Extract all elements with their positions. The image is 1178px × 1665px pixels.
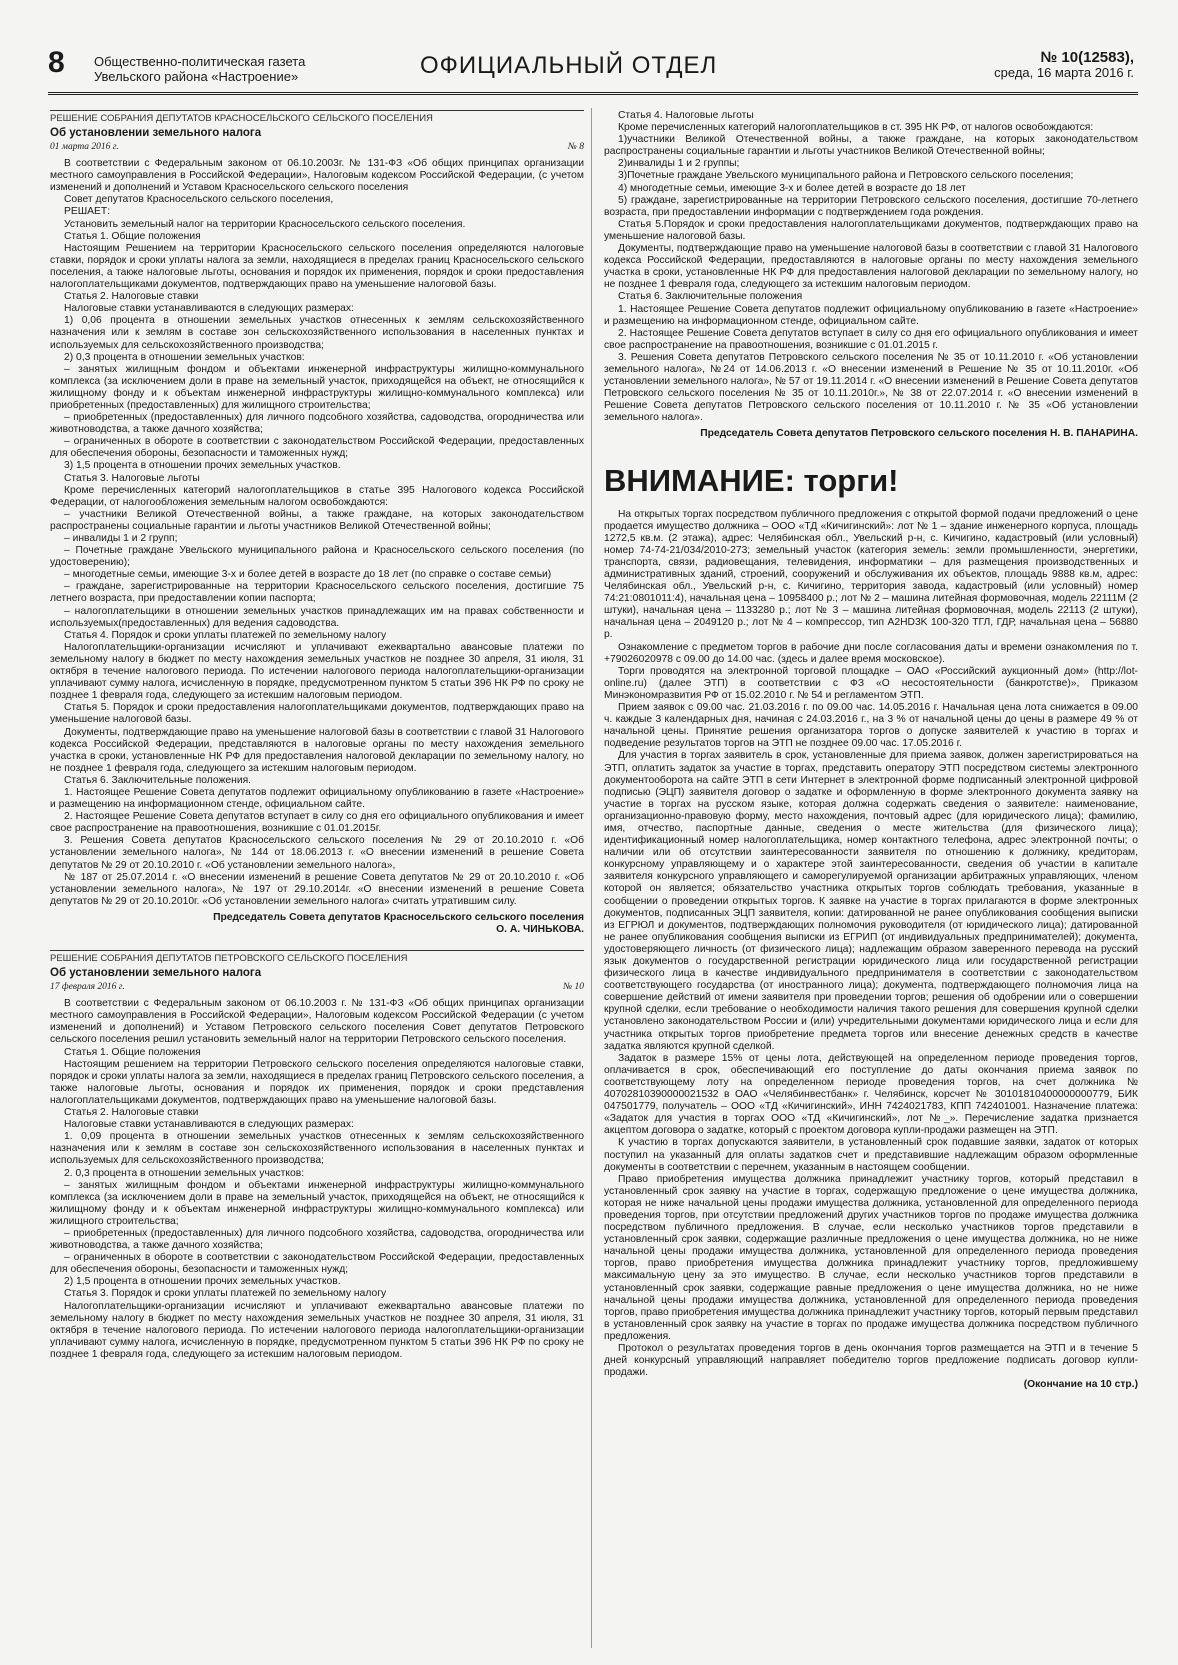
paragraph: 1. 0,09 процента в отношении земельных участков отнесенных к землям сельскохозяйственного назначения или к землям в составе зон сельскохозяйственного использования в населенных пунктах и используемых для сельскохозяйственного производства; xyxy=(50,1131,584,1167)
paragraph: – многодетные семьи, имеющие 3-х и более детей в возрасте до 18 лет (по справке о составе семьи) xyxy=(64,569,552,581)
paragraph: К участию в торгах допускаются заявители, в установленный срок подавшие заявки, задаток от которых поступил на указанный для оплаты задатков счет и представившие надлежащим образом оформленные документы в соответствии с перечнем, указанным в настоящем сообщении. xyxy=(604,1137,1138,1173)
paragraph: Установить земельный налог на территории Красносельского сельского поселения. xyxy=(64,218,466,230)
paragraph: Протокол о результатах проведения торгов в день окончания торгов размещается на ЭТП и в течение 5 дней конкурсный управляющий направляет победителю торгов предложение подписать договор купли-продажи. xyxy=(604,1343,1138,1379)
paragraph: – приобретенных (предоставленных) для личного подсобного хозяйства, садоводства, огородничества или животноводства, а также дачного хозяйства; xyxy=(50,412,584,436)
right-column xyxy=(604,110,1138,1655)
paragraph: 2. 0,3 процента в отношении земельных участков: xyxy=(64,1167,305,1179)
article-meta xyxy=(50,982,584,992)
masthead xyxy=(48,46,1138,95)
article-meta xyxy=(50,142,584,152)
paragraph: 1. Настоящее Решение Совета депутатов подлежит официальному опубликованию в газете «Настроение» и размещению на информационном стенде, официальном сайте. xyxy=(50,786,584,811)
paragraph: Право приобретения имущества должника принадлежит участнику торгов, который представил в установленный срок заявку на участие в торгах, содержащую предложение о цене имущества должника, которая не ниже начальной цены продажи имущества должника, установленной для определенного периода проведения торгов, при отсутствии предложений других участников торгов по продаже имущества должника посредством публичного предложения. В случае, если несколько участников торгов представили в установленный срок заявки, содержащие различные предложения о цене имущества должника, но не ниже начальной цены продажи имущества должника, установленной для определенного периода проведения торгов, право приобретения имущества должника принадлежит участнику торгов, предложившему максимальную цену за это имущество. В случае, если несколько участников торгов представили в установленный срок заявки, содержащие равные предложения о цене имущества должника, но не ниже начальной цены продажи имущества должника, установленной для определенного периода проведения торгов, право приобретения имущества должника принадлежит участнику торгов, который первым представил в установленный срок заявку на участие в торгах по продаже имущества должника посредством публичного предложения. xyxy=(604,1173,1138,1342)
paragraph: Статья 3. Порядок и сроки уплаты платежей по земельному налогу xyxy=(64,1288,387,1300)
paragraph: Кроме перечисленных категорий налогоплательщиков в ст. 395 НК РФ, от налогов освобождаются: xyxy=(618,122,1094,134)
signature: Председатель Совета депутатов Красносельского сельского поселения О. А. ЧИНЬКОВА. xyxy=(213,911,584,935)
article-source: РЕШЕНИЕ СОБРАНИЯ ДЕПУТАТОВ КРАСНОСЕЛЬСКОГО СЕЛЬСКОГО ПОСЕЛЕНИЯ xyxy=(50,110,584,125)
paragraph: 1)участники Великой Отечественной войны, а также граждане, на которых законодательством распространены социальные гарантии и льготы участников Великой Отечественной войны; xyxy=(604,134,1138,158)
paragraph: – налогоплательщики в отношении земельных участков принадлежащих им на правах собственности и используемых(предоставленных) для ведения садоводства. xyxy=(50,605,584,629)
paragraph: 2. Настоящее Решение Совета депутатов вступает в силу со дня его официального опубликования и имеет свое распространение на правоотношения, возникшие с 01.01.2015г. xyxy=(50,811,584,835)
paragraph: – ограниченных в обороте в соответствии с законодательством Российской Федерации, предоставленных для обеспечения обороны, безопасности и таможенных нужд; xyxy=(50,1252,584,1276)
issue-info xyxy=(994,50,1134,80)
paragraph: – занятых жилищным фондом и объектами инженерной инфраструктуры жилищно-коммунального комплекса (за исключением доли в праве на земельный участок, приходящейся на объект, не относящийся к жилищному фонду и к объектам инженерной инфраструктуры жилищно-коммунального комплекса) или жилищного строительства; xyxy=(50,1179,584,1227)
paragraph: Совет депутатов Красносельского сельского поселения, xyxy=(64,194,334,206)
paragraph: – граждане, зарегистрированные на территории Красносельского сельского поселения, достигшие 75 летнего возраста, при предоставлении копии паспорта; xyxy=(50,581,584,605)
paragraph: Налоговые ставки устанавливаются в следующих размерах: xyxy=(64,303,354,315)
article-date: 17 февраля 2016 г. xyxy=(50,982,125,993)
paragraph: Настоящим Решением на территории Красносельского сельского поселения определяются налоговые ставки, порядок и сроки уплаты налога за земли, находящиеся в пределах границ Красносельского сельского поселения, а также налоговые льготы, основания и порядок их применения, порядок и сроки предоставления налогоплательщиками документов, подтверждающих право на уменьшение налоговой базы. xyxy=(50,242,584,291)
paragraph: Прием заявок с 09.00 час. 21.03.2016 г. по 09.00 час. 14.05.2016 г. Начальная цена лота снижается в 09.00 ч. каждые 3 календарных дня, начиная с 24.03.2016 г., на 3 % от начальной цены до цены в размере 49 % от начальной цены. Принятие решения организатора торгов о допуске заявителей к участию в торгах и подведение результатов торгов на ЭТП не позднее 09.00 час. 17.05.2016 г. xyxy=(604,702,1138,750)
paragraph: Статья 2. Налоговые ставки xyxy=(64,291,199,303)
article-body xyxy=(50,158,584,908)
paragraph: 1. Настоящее Решение Совета депутатов подлежит официальному опубликованию в газете «Настроение» и размещению на информационном стенде, официальном сайте. xyxy=(604,303,1138,327)
article-number: № 10 xyxy=(563,982,584,993)
article-continuation xyxy=(604,110,1138,424)
signature: Председатель Совета депутатов Петровского сельского поселения Н. В. ПАНАРИНА. xyxy=(700,428,1138,440)
paragraph: РЕШАЕТ: xyxy=(64,206,111,218)
paragraph: Кроме перечисленных категорий налогоплательщиков в статье 395 Налогового кодекса Российской Федерации, от налогообложения земельным налогом освобождаются: xyxy=(50,484,584,508)
paragraph: Документы, подтверждающие право на уменьшение налоговой базы в соответствии с главой 31 Налогового кодекса Российской Федерации, представляются в налоговые органы по месту нахождения земельного участка в сроки, установленные НК РФ для предоставления налоговой декларации по земельному налогу, но не позднее 1 февраля года, следующего за истекшим налоговым периодом. xyxy=(50,726,584,774)
article-number: № 8 xyxy=(567,142,584,153)
article-title: Об установлении земельного налога xyxy=(50,127,262,140)
paragraph: 2) 0,3 процента в отношении земельных участков: xyxy=(64,351,305,363)
left-column xyxy=(50,110,584,1645)
paragraph: 3. Решения Совета депутатов Петровского сельского поселения № 35 от 10.11.2010 г. «Об установлении земельного налога», №24 от 14.06.2013 г. «О внесении изменений в Решение № 35 от 10.11.2010г. «Об установлении земельного налога», № 57 от 19.11.2014 г. «О внесении изменений в Решение Совета депутатов Петровского сельского поселения № 35 от 10.11.2010г.», № 38 от 22.07.2014 г. «О внесении изменений в Решение Совета депутатов Петровского сельского поселения от 10.11.2010 г. № 35 «Об установлении земельного налога». xyxy=(604,351,1138,424)
paragraph: 3) 1,5 процента в отношении прочих земельных участков. xyxy=(64,460,341,472)
article-title: Об установлении земельного налога xyxy=(50,967,262,980)
paragraph: Статья 1. Общие положения xyxy=(64,1046,201,1058)
page-number: 8 xyxy=(48,46,65,79)
issue-number: № 10(12583), xyxy=(1040,49,1134,66)
paragraph: 5) граждане, зарегистрированные на территории Петровского сельского поселения, достигшие 70-летнего возраста, при предоставлении информации с подтверждением года рождения. xyxy=(604,194,1138,218)
paragraph: Налоговые ставки устанавливаются в следующих размерах: xyxy=(64,1119,354,1131)
paragraph: В соответствии с Федеральным законом от 06.10.2003г. № 131-ФЗ «Об общих принципах организации местного самоуправления в Российской Федерации», Налоговым кодексом Российской Федерации, (с учетом изменений и дополнений и Уставом Красносельского сельского поселения xyxy=(50,158,584,194)
paragraph: – участники Великой Отечественной войны, а также граждане, на которых законодательством распространены социальные гарантии и льготы участников Великой Отечественной войны; xyxy=(50,508,584,532)
paragraph: Статья 6. Заключительные положения xyxy=(618,291,803,303)
auction-headline: ВНИМАНИЕ: торги! xyxy=(604,462,899,498)
department-title: ОФИЦИАЛЬНЫЙ ОТДЕЛ xyxy=(420,52,718,79)
paragraph: 1) 0,06 процента в отношении земельных участков отнесенных к землям сельскохозяйственного назначения или к землям в составе зон сельскохозяйственного использования в населенных пунктах и используемых для сельскохозяйственного производства; xyxy=(50,315,584,351)
paragraph: Статья 4. Налоговые льготы xyxy=(618,110,754,121)
issue-date: среда, 16 марта 2016 г. xyxy=(994,65,1134,80)
paragraph: Торги проводятся на электронной торговой площадке – ОАО «Российский аукционный дом» (http://lot-online.ru) (далее ЭТП) в соответствии с ФЗ «О несостоятельности (банкротстве)», Приказом Минэкономразвития РФ от 15.02.2010 г. № 54 и регламентом ЭТП. xyxy=(604,665,1138,701)
column-divider xyxy=(591,108,592,1648)
paragraph: Налогоплательщики-организации исчисляют и уплачивают ежеквартально авансовые платежи по земельному налогу в бюджет по месту нахождения земельных участков не позднее 30 апреля, 31 июля, 31 октября в течение налогового периода. По истечении налогового периода налогоплательщики-организации уплачивают сумму налога, исчисленную в порядке, предусмотренном пунктом 5 статьи 396 НК РФ по сроку не позднее 1 февраля года, следующего за истекшим налоговым периодом. xyxy=(50,1300,584,1360)
paragraph: На открытых торгах посредством публичного предложения с открытой формой подачи предложений о цене продается имущество должника – ООО «ТД «Кичигинский»: лот № 1 – здание инженерного корпуса, площадь 1272,5 кв.м. (2 этажа), адрес: Челябинская обл., Увельский р-н, с. Кичигино, кадастровый (или условный) номер 74-74-21/034/2010-273; земельный участок (категория земель: земли промышленности, энергетики, транспорта, связи, радиовещания, телевидения, информатики – для размещения производственных и административных зданий, строений, сооружений и обслуживания их объектов, площадь 9888 кв.м, адрес: Челябинская обл., Увельский р-н, с. Кичигино, территория завода, кадастровый (или условный) номер 74:21:0801011:4), начальная цена – 10958400 р.; лот № 2 – машина литейная формовочная, модель 22111М (2 штуки), начальная цена – 1133280 р.; лот № 3 – машина литейная формовочная, модель 22113 (2 штуки), начальная цена – 2049120 р.; лот № 4 – компрессор, тип A2HD3K 100-320 ТГЛ, ГДР, начальная цена – 56880 р. xyxy=(604,508,1138,641)
paragraph: Статья 3. Налоговые льготы xyxy=(64,472,200,484)
paragraph: 3)Почетные граждане Увельского муниципального района и Петровского сельского поселения; xyxy=(618,170,1074,182)
article-source: РЕШЕНИЕ СОБРАНИЯ ДЕПУТАТОВ ПЕТРОВСКОГО СЕЛЬСКОГО ПОСЕЛЕНИЯ xyxy=(50,950,584,965)
paragraph: 2)инвалиды 1 и 2 группы; xyxy=(618,158,740,170)
auction-body xyxy=(604,509,1138,1380)
paragraph: Налогоплательщики-организации исчисляют и уплачивают ежеквартально авансовые платежи по земельному налогу в бюджет по месту нахождения земельных участков не позднее 30 апреля, 31 июля, 31 октября в течение налогового периода. По истечении налогового периода налогоплательщики-организации уплачивают сумму налога, исчисленную в порядке, предусмотренном пунктом 5 статьи 396 НК РФ по сроку не позднее 1 февраля года, следующего за истекшим налоговым периодом. xyxy=(50,641,584,702)
paragraph: Документы, подтверждающие право на уменьшение налоговой базы в соответствии с главой 31 Налогового кодекса Российской Федерации, предоставляются в налоговые органы по месту нахождения земельного участка в сроки, установленные НК РФ для предоставления налоговой декларации по земельному налогу, но не позднее 1 февраля года, следующего за истекшим налоговым периодом. xyxy=(604,243,1138,291)
paragraph: Настоящим решением на территории Петровского сельского поселения определяются налоговые ставки, порядок и сроки уплаты налога за земли, находящиеся в пределах границ Петровского сельского поселения, а также налоговые льготы, основания и порядок их применения, порядок и сроки представления налогоплательщиками документов, подтверждающих право на уменьшение налоговой базы. xyxy=(50,1058,584,1106)
paragraph: Статья 5. Порядок и сроки предоставления налогоплательщиками документов, подтверждающих право на уменьшение налоговой базы. xyxy=(50,702,584,726)
paragraph: – занятых жилищным фондом и объектами инженерной инфраструктуры жилищно-коммунального комплекса (за исключением доли в праве на земельный участок, приходящейся на объект, не относящийся к жилищному фонду и к объектам инженерной инфраструктуры жилищно-коммунального комплекса) или приобретенных (предоставленных) для жилищного строительства; xyxy=(50,363,584,411)
paragraph: – инвалиды 1 и 2 групп; xyxy=(64,533,178,544)
paragraph: В соответствии с Федеральным законом от 06.10.2003 г. № 131-ФЗ «Об общих принципах организации местного самоуправления в Российской Федерации», Налоговым кодексом Российской Федерации (с учетом изменений и дополнений) и Уставом Петровского сельского поселения Совет депутатов Петровского сельского поселения решил установить земельный налог на территории Петровского сельского поселения. xyxy=(50,998,584,1046)
paragraph: 3. Решения Совета депутатов Красносельского сельского поселения № 29 от 20.10.2010 г. «Об установлении земельного налога», № 144 от 18.06.2013 г. «О внесении изменений в решение Совета депутатов № 29 от 20.10.2010 г. «Об установлении земельного налога», xyxy=(50,835,584,871)
paragraph: Статья 6. Заключительные положения. xyxy=(64,774,252,786)
continued-note: (Окончание на 10 стр.) xyxy=(1023,1379,1138,1391)
article-body xyxy=(50,998,584,1361)
article-date: 01 марта 2016 г. xyxy=(50,142,119,153)
paragraph: 4) многодетные семьи, имеющие 3-х и более детей в возрасте до 18 лет xyxy=(618,182,966,194)
paragraph: Статья 1. Общие положения xyxy=(64,230,201,242)
paragraph: Для участия в торгах заявитель в срок, установленные для приема заявок, должен зарегистрироваться на ЭТП, оплатить задаток за участие в торгах, представить оператору ЭТП посредством системы электронного документооборота на сайте ЭТП в сети Интернет в электронной форме подписанный электронной цифровой подписью (ЭЦП) заявителя договор о задатке и оформленную в форме электронного документа заявку на участие в торгах на русском языке, которая должна содержать сведения о заявителе: наименование, организационно-правовую форму, место нахождения, почтовый адрес (для юридического лица); фамилию, имя, отчество, паспортные данные, сведения о месте жительства (для физического лица); идентификационный номер налогоплательщика, номер контактного телефона, адрес электронной почты; о наличии или об отсутствии заинтересованности заявителя по отношению к должнику, кредиторам, конкурсному управляющему и о характере этой заинтересованности, сведения об участии в капитале заявителя конкурсного управляющего и саморегулируемой организации арбитражных управляющих, членом которой он является; обязательство участника открытых торгов соблюдать требования, указанные в сообщении о проведении открытых торгов. К заявке на участие в торгах прилагаются в форме электронных документов, подписанных ЭЦП заявителя, копии: датированной не ранее опубликования сообщения выписки из ЕГРЮЛ и документов, подтверждающих полномочия руководителя (от юридического лица); датированной не ранее опубликования сообщения выписки из ЕГРИП (от индивидуальных предпринимателей); документа, удостоверяющего личность (от физического лица); надлежащим образом заверенного перевода на русский язык документов о государственной регистрации юридического лица или государственной регистрации физического лица в качестве индивидуального предпринимателя в соответствии с законодательством соответствующего государства (от иностранного лица); документа, подтверждающего полномочия лица на совершение действий от имени заявителя при проведении торгов; решения об одобрении или о совершении крупной сделки, если требование о необходимости наличия такого решения для совершения крупной сделки установлено законодательством России и (или) учредительными документами юридического лица и если для участника открытых торгов приобретение предмета торгов или внесение денежных средств в качестве задатка являются крупной сделкой. xyxy=(604,750,1138,1052)
paragraph: Статья 2. Налоговые ставки xyxy=(64,1107,199,1119)
article-petrovskoe xyxy=(50,950,584,1361)
paragraph: 2. Настоящее Решение Совета депутатов вступает в силу со дня его официального опубликования и имеет свое распространение на правоотношения, возникшие с 01.01.2015 г. xyxy=(604,327,1138,351)
paragraph: 2) 1,5 процента в отношении прочих земельных участков. xyxy=(64,1276,341,1288)
paragraph: № 187 от 25.07.2014 г. «О внесении изменений в решение Совета депутатов № 29 от 20.10.2010 г. «Об установлении земельного налога», № 197 от 29.10.2014г. «О внесении изменений в решение Совета депутатов № 29 от 20.10.2010г. «Об установлении земельного налога» считать утратившим силу. xyxy=(50,871,584,907)
paragraph: – приобретенных (предоставленных) для личного подсобного хозяйства, садоводства, огородничества или животноводства, а также дачного хозяйства; xyxy=(50,1227,584,1252)
paper-name: Общественно-политическая газета Увельского района «Настроение» xyxy=(94,54,306,84)
paragraph: – ограниченных в обороте в соответствии с законодательством Российской Федерации, предоставленных для обеспечения обороны, безопасности и таможенных нужд; xyxy=(50,436,584,460)
paragraph: – Почетные граждане Увельского муниципального района и Красносельского сельского поселения (по удостоверению); xyxy=(50,545,584,569)
paragraph: Ознакомление с предметом торгов в рабочие дни после согласования даты и времени ознакомления по т. +79026020978 с 09.00 до 14.00 час. (здесь и далее время московское). xyxy=(604,641,1138,665)
article-krasnoselskoe xyxy=(50,110,584,936)
paragraph: Статья 5.Порядок и сроки предоставления налогоплательщиками документов, подтверждающих право на уменьшение налоговой базы. xyxy=(604,218,1138,242)
paragraph: Статья 4. Порядок и сроки уплаты платежей по земельному налогу xyxy=(64,629,387,641)
paragraph: Задаток в размере 15% от цены лота, действующей на определенном периоде проведения торгов, оплачивается в срок, обеспечивающий его поступление до даты окончания приема заявок по соответствующему лоту на определенном периоде проведения торгов, на счет должника № 40702810390000021532 в ОАО «Челябинвестбанк» г. Челябинск, корсчет № 30101810400000000779, БИК 047501779, получатель – ООО «ТД «Кичигинский», ИНН 7424021783, КПП 742401001. Назначение платежа: «Задаток для участия в торгах ООО «ТД «Кичигинский», лот №_». Перечисление задатка признается акцептом договора о задатке, который с проектом договора купли-продажи размещен на ЭТП. xyxy=(604,1052,1138,1137)
